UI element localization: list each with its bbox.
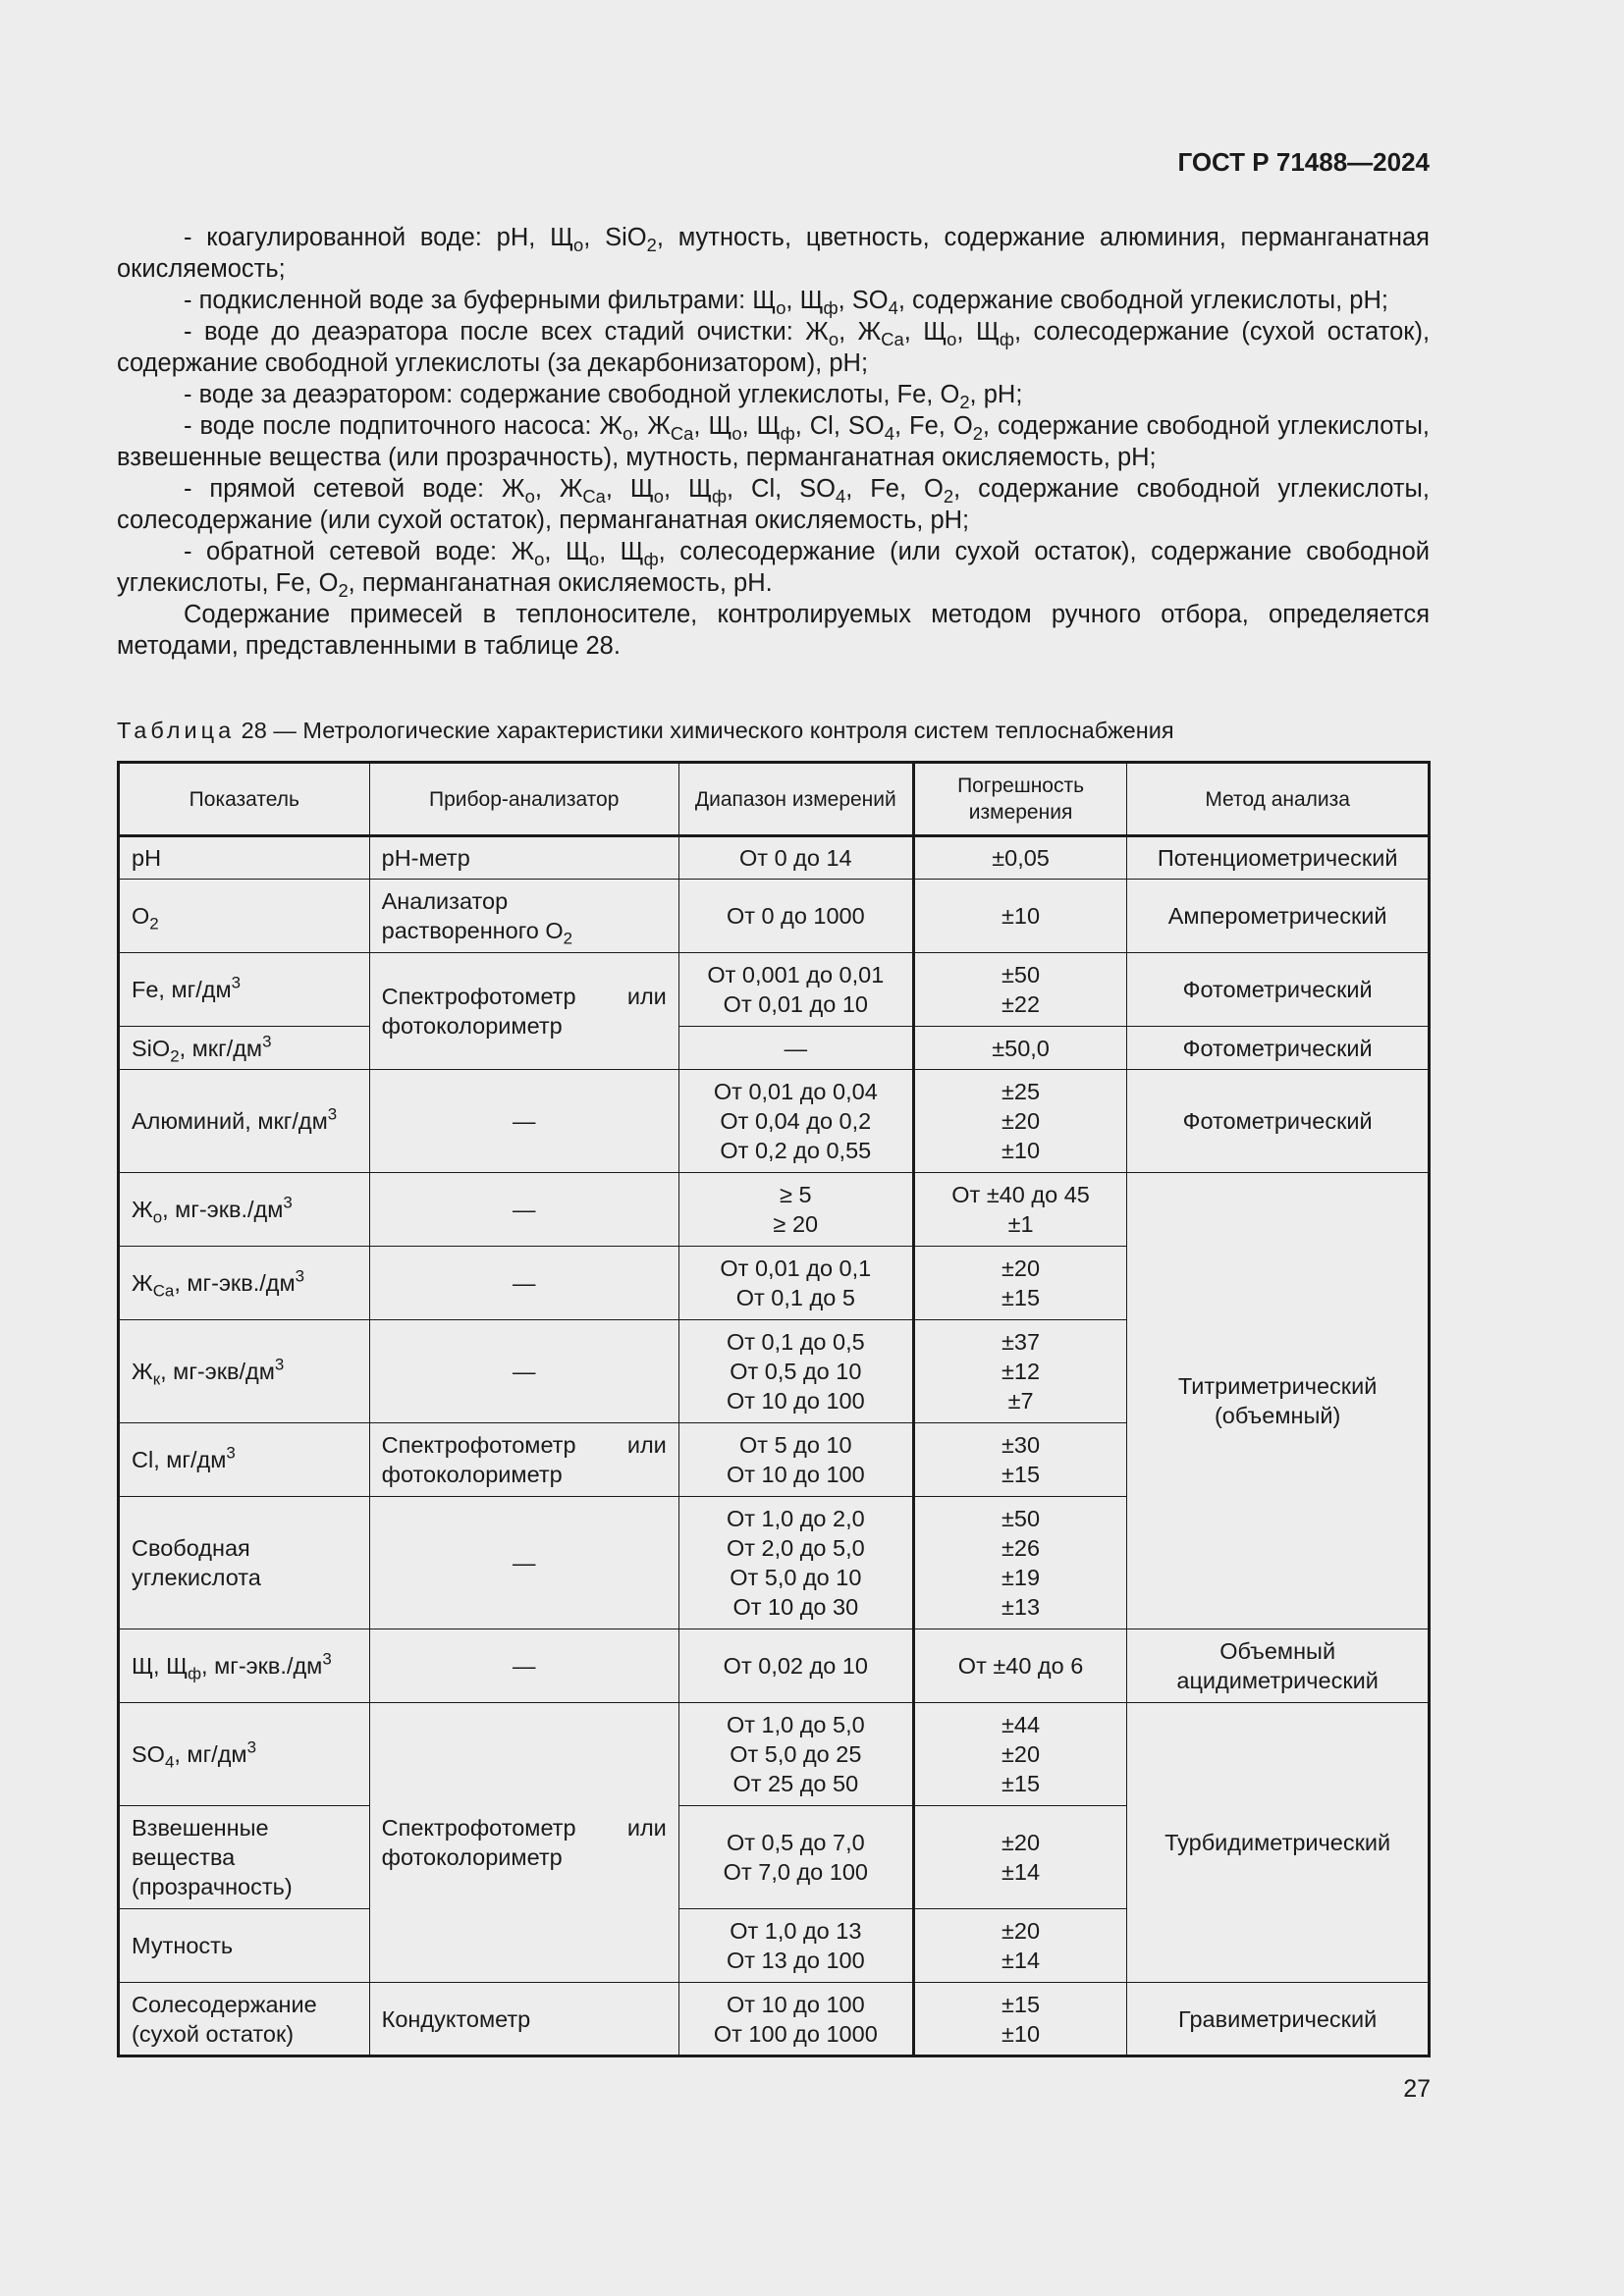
cell-name: $Ж_к$, $мг-экв/дм^3$ xyxy=(119,1320,370,1423)
cell-error: От ±40 до 6 xyxy=(913,1629,1126,1703)
table-row-sio2 xyxy=(119,1027,1430,1070)
cell-error: ±50 ±26 ±19 ±13 xyxy=(913,1497,1126,1629)
cell-range: От 10 до 100 От 100 до 1000 xyxy=(678,1983,913,2056)
table-row-alkalinity xyxy=(119,1629,1430,1703)
body-text xyxy=(117,222,1430,662)
cell-error: ±0,05 xyxy=(913,836,1126,880)
cell-name: $O_2$ xyxy=(119,880,370,953)
cell-range: От 1,0 до 5,0 От 5,0 до 25 От 25 до 50 xyxy=(678,1703,913,1806)
cell-method: Потенциометрический xyxy=(1127,836,1430,880)
cell-range: От 0,01 до 0,04 От 0,04 до 0,2 От 0,2 до 0,55 xyxy=(678,1070,913,1173)
paragraph-after-deaerator: - воде за деаэратором: содержание свободной углекислоты, Fe, $O_2$, pH; xyxy=(184,381,1023,412)
table-caption: Таблица 28 — Метрологические характеристики химического контроля систем теплоснабжения xyxy=(117,718,1174,743)
cell-method-titrimetric: Титриметрический (объемный) xyxy=(1127,1173,1430,1629)
document-code: ГОСТ Р 71488—2024 xyxy=(1177,147,1430,177)
table-row-salt-content xyxy=(119,1983,1430,2056)
cell-error: ±30 ±15 xyxy=(913,1423,1126,1497)
cell-method: Фотометрический xyxy=(1127,1027,1430,1070)
cell-method: Объемный ацидиметрический xyxy=(1127,1629,1430,1703)
cell-device-turbidimetric: Спектрофотометр или фотоколориметр xyxy=(369,1703,678,1983)
paragraph-methods-intro: Содержание примесей в теплоносителе, контролируемых методом ручного отбора, определяется методами, представленными в таблице 28. xyxy=(117,601,1430,660)
cell-device: Спектрофотометр или фотоколориметр xyxy=(369,1423,678,1497)
cell-range: От 0,02 до 10 xyxy=(678,1629,913,1703)
paragraph-makeup-pump: - воде после подпиточного насоса: $Ж_о$, $Ж_{Ca}$, $Щ_о$, $Щ_ф$, Cl, $SO_4$, Fe, $O_2$, содержание свободной углекислоты, взвешенные вещества (или прозрачность), мутность, перманганатная окисляемость, pH; xyxy=(117,412,1430,471)
cell-error: ±20 ±14 xyxy=(913,1806,1126,1909)
paragraph-direct-network: - прямой сетевой воде: $Ж_о$, $Ж_{Ca}$, $Щ_о$, $Щ_ф$, Cl, $SO_4$, Fe, $O_2$, содержание свободной углекислоты, солесодержание (или сухой остаток), перманганатная окисляемость, pH; xyxy=(117,475,1430,534)
cell-error: ±50 ±22 xyxy=(913,953,1126,1027)
cell-name: Взвешенные вещества (прозрачность) xyxy=(119,1806,370,1909)
cell-error: ±37 ±12 ±7 xyxy=(913,1320,1126,1423)
cell-name: Солесодержание (сухой остаток) xyxy=(119,1983,370,2056)
cell-range: ≥ 5 ≥ 20 xyxy=(678,1173,913,1247)
cell-name: $Ж_о$, $мг-экв./дм^3$ xyxy=(119,1173,370,1247)
metrology-table xyxy=(117,761,1431,2057)
cell-device: pH-метр xyxy=(369,836,678,880)
cell-name: Свободная углекислота xyxy=(119,1497,370,1629)
header-error: Погрешность измерения xyxy=(913,763,1126,836)
cell-error: ±50,0 xyxy=(913,1027,1126,1070)
cell-range: От 0,5 до 7,0 От 7,0 до 100 xyxy=(678,1806,913,1909)
page-number: 27 xyxy=(1403,2075,1431,2103)
cell-range: От 0 до 14 xyxy=(678,836,913,880)
cell-name: SiO$_2$, мкг/$дм^3$ xyxy=(119,1027,370,1070)
cell-name: Мутность xyxy=(119,1909,370,1983)
paragraph-coagulated: - коагулированной воде: pH, $Щ_о$, SiO$_2$, мутность, цветность, содержание алюминия, перманганатная окисляемость; xyxy=(117,224,1430,283)
cell-range: От 1,0 до 13 От 13 до 100 xyxy=(678,1909,913,1983)
table-header-row xyxy=(119,763,1430,836)
cell-method: Фотометрический xyxy=(1127,953,1430,1027)
table-row-total-hardness xyxy=(119,1173,1430,1247)
header-method: Метод анализа xyxy=(1127,763,1430,836)
header-range: Диапазон измерений xyxy=(678,763,913,836)
cell-name: pH xyxy=(119,836,370,880)
cell-range: От 5 до 10 От 10 до 100 xyxy=(678,1423,913,1497)
cell-error: ±10 xyxy=(913,880,1126,953)
cell-device: — xyxy=(369,1247,678,1320)
cell-device: — xyxy=(369,1070,678,1173)
paragraph-before-deaerator: - воде до деаэратора после всех стадий очистки: $Ж_о$, $Ж_{Ca}$, $Щ_о$, $Щ_ф$, солесодержание (сухой остаток), содержание свободной углекислоты (за декарбонизатором), pH; xyxy=(117,318,1431,377)
cell-range: От 0,001 до 0,01 От 0,01 до 10 xyxy=(678,953,913,1027)
paragraph-acidified: - подкисленной воде за буферными фильтрами: $Щ_о$, $Щ_ф$, $SO_4$, содержание свободной углекислоты, pH; xyxy=(184,287,1388,318)
cell-error: ±20 ±14 xyxy=(913,1909,1126,1983)
header-device: Прибор-анализатор xyxy=(369,763,678,836)
cell-error: ±44 ±20 ±15 xyxy=(913,1703,1126,1806)
cell-error: ±25 ±20 ±10 xyxy=(913,1070,1126,1173)
cell-method: Амперометрический xyxy=(1127,880,1430,953)
cell-device: — xyxy=(369,1173,678,1247)
table-row-sulfate xyxy=(119,1703,1430,1806)
cell-method: Фотометрический xyxy=(1127,1070,1430,1173)
cell-method-turbidimetric: Турбидиметрический xyxy=(1127,1703,1430,1983)
cell-range: От 0 до 1000 xyxy=(678,880,913,953)
cell-name: Алюминий, мкг/$дм^3$ xyxy=(119,1070,370,1173)
table-row-aluminium xyxy=(119,1070,1430,1173)
cell-device: — xyxy=(369,1497,678,1629)
cell-error: От ±40 до 45 ±1 xyxy=(913,1173,1126,1247)
table-row-o2 xyxy=(119,880,1430,953)
cell-range: От 0,1 до 0,5 От 0,5 до 10 От 10 до 100 xyxy=(678,1320,913,1423)
cell-device: Анализатор растворенного $O_2$ xyxy=(369,880,678,953)
cell-name: $SO_4$, $мг/дм^3$ xyxy=(119,1703,370,1806)
cell-error: ±15 ±10 xyxy=(913,1983,1126,2056)
cell-range: От 0,01 до 0,1 От 0,1 до 5 xyxy=(678,1247,913,1320)
cell-name: Fe, $мг/дм^3$ xyxy=(119,953,370,1027)
table-row-ph xyxy=(119,836,1430,880)
header-indicator: Показатель xyxy=(119,763,370,836)
paragraph-return-network: - обратной сетевой воде: $Ж_о$, $Щ_о$, $Щ_ф$, солесодержание (или сухой остаток), содержание свободной углекислоты, Fe, $O_2$, перманганатная окисляемость, pH. xyxy=(117,538,1431,601)
cell-range: — xyxy=(678,1027,913,1070)
cell-device: — xyxy=(369,1320,678,1423)
cell-error: ±20 ±15 xyxy=(913,1247,1126,1320)
table-row-fe xyxy=(119,953,1430,1027)
cell-range: От 1,0 до 2,0 От 2,0 до 5,0 От 5,0 до 10 От 10 до 30 xyxy=(678,1497,913,1629)
cell-device: Кондуктометр xyxy=(369,1983,678,2056)
cell-device: Спектрофотометр или фотоколориметр xyxy=(369,953,678,1070)
cell-name: $Ж_{Ca}$, $мг-экв./дм^3$ xyxy=(119,1247,370,1320)
cell-name: Cl, $мг/дм^3$ xyxy=(119,1423,370,1497)
cell-device: — xyxy=(369,1629,678,1703)
cell-method: Гравиметрический xyxy=(1127,1983,1430,2056)
cell-name: Щ, $Щ_ф$, $мг-экв./дм^3$ xyxy=(119,1629,370,1703)
